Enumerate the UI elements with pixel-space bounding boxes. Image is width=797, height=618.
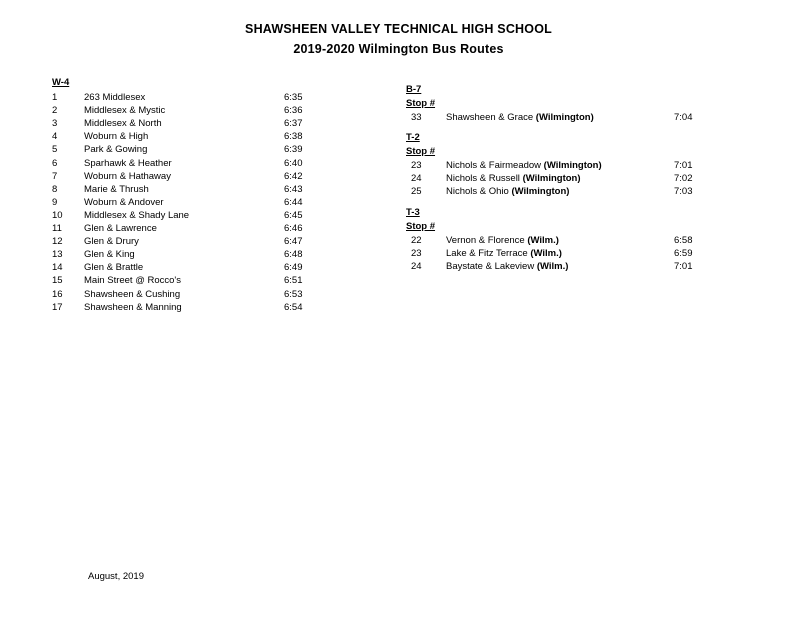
stop-name: Middlesex & North	[84, 118, 162, 130]
stop-time: 6:39	[284, 144, 303, 156]
stop-number: 23	[411, 160, 422, 172]
stop-number: 5	[52, 144, 58, 156]
stop-name-text: Vernon & Florence	[446, 235, 528, 247]
table-row	[52, 235, 372, 248]
table-row	[406, 159, 766, 172]
stop-time: 6:42	[284, 170, 303, 182]
table-row	[406, 111, 766, 124]
stop-time: 7:01	[674, 160, 693, 172]
stop-name	[446, 159, 602, 172]
route-block-t2	[406, 131, 766, 198]
stop-number: 3	[52, 118, 58, 130]
stop-number: 25	[411, 186, 422, 198]
stop-name: Woburn & Hathaway	[84, 170, 171, 182]
stop-number: 6	[52, 157, 58, 169]
table-row	[52, 288, 372, 301]
route-block-w4	[52, 76, 372, 314]
route-title-t2: T-2	[406, 132, 420, 143]
route-title-w4: W-4	[52, 77, 70, 88]
stop-number: 15	[52, 275, 63, 287]
stop-number: 24	[411, 173, 422, 185]
stop-town: (Wilmington)	[535, 112, 594, 124]
stop-time: 6:53	[284, 288, 303, 300]
stop-time: 7:03	[674, 186, 693, 198]
stop-time: 6:43	[284, 183, 303, 195]
stop-time: 6:36	[284, 105, 303, 117]
stop-number-heading: Stop #	[406, 221, 436, 233]
stop-number: 10	[52, 209, 63, 221]
table-row	[52, 209, 372, 222]
stop-name: Sparhawk & Heather	[84, 157, 172, 169]
stop-number-heading: Stop #	[406, 146, 436, 158]
table-row	[406, 260, 766, 273]
stop-time: 6:51	[284, 275, 303, 287]
stop-number: 14	[52, 262, 63, 274]
table-row	[52, 117, 372, 130]
table-row	[406, 247, 766, 260]
stop-number: 16	[52, 288, 63, 300]
stop-number: 22	[411, 235, 422, 247]
stop-number: 9	[52, 196, 58, 208]
table-row	[406, 234, 766, 247]
stop-list-t3	[406, 234, 766, 273]
stop-name: Woburn & High	[84, 131, 149, 143]
stop-time: 6:48	[284, 249, 303, 261]
table-row	[52, 196, 372, 209]
route-title-t3: T-3	[406, 207, 420, 218]
stop-number: 33	[411, 112, 422, 124]
table-row	[52, 143, 372, 156]
stop-number: 17	[52, 301, 63, 313]
document-header	[0, 20, 797, 58]
stop-name-text: Nichols & Fairmeadow	[446, 160, 544, 172]
stop-name-text: Nichols & Ohio	[446, 186, 512, 198]
table-row	[52, 104, 372, 117]
route-block-b7	[406, 83, 766, 124]
stop-name: Shawsheen & Manning	[84, 301, 182, 313]
document-date: August, 2019	[88, 571, 144, 582]
stop-list-w4	[52, 91, 372, 314]
table-row	[52, 183, 372, 196]
document-subtitle: 2019-2020 Wilmington Bus Routes	[293, 42, 504, 56]
stop-name: Park & Gowing	[84, 144, 148, 156]
stop-list-t2	[406, 159, 766, 198]
stop-town: (Wilmington)	[543, 160, 602, 172]
stop-number: 1	[52, 92, 58, 104]
route-block-t3	[406, 206, 766, 273]
stop-number: 7	[52, 170, 58, 182]
stop-number: 13	[52, 249, 63, 261]
stop-time: 6:46	[284, 223, 303, 235]
stop-number: 2	[52, 105, 58, 117]
stop-time: 6:35	[284, 92, 303, 104]
stop-town: (Wilm.)	[530, 248, 562, 260]
stop-town: (Wilm.)	[527, 235, 559, 247]
stop-number: 12	[52, 236, 63, 248]
table-row	[406, 185, 766, 198]
stop-time: 6:49	[284, 262, 303, 274]
stop-name	[446, 247, 562, 260]
stop-name: Middlesex & Shady Lane	[84, 209, 190, 221]
stop-name-text: Lake & Fitz Terrace	[446, 248, 531, 260]
stop-name: 263 Middlesex	[84, 92, 146, 104]
stop-name: Glen & Brattle	[84, 262, 144, 274]
stop-name	[446, 185, 569, 198]
stop-number-heading: Stop #	[406, 98, 436, 110]
stop-time: 7:01	[674, 261, 693, 273]
stop-name	[446, 111, 594, 124]
stop-number: 23	[411, 248, 422, 260]
stop-name: Glen & King	[84, 249, 135, 261]
table-row	[52, 222, 372, 235]
stop-name: Middlesex & Mystic	[84, 105, 166, 117]
stop-name-text: Shawsheen & Grace	[446, 112, 536, 124]
stop-number: 8	[52, 183, 58, 195]
stop-name: Woburn & Andover	[84, 196, 164, 208]
stop-time: 6:37	[284, 118, 303, 130]
stop-number: 11	[52, 223, 62, 235]
stop-number: 24	[411, 261, 422, 273]
school-name: SHAWSHEEN VALLEY TECHNICAL HIGH SCHOOL	[245, 22, 552, 36]
stop-time: 6:47	[284, 236, 303, 248]
stop-name-text: Nichols & Russell	[446, 173, 523, 185]
stop-time: 6:38	[284, 131, 303, 143]
stop-name	[446, 234, 559, 247]
stop-name: Glen & Lawrence	[84, 223, 157, 235]
table-row	[52, 248, 372, 261]
table-row	[52, 157, 372, 170]
stop-time: 6:45	[284, 209, 303, 221]
table-row	[52, 130, 372, 143]
stop-town: (Wilmington)	[511, 186, 570, 198]
stop-time: 6:54	[284, 301, 303, 313]
table-row	[52, 274, 372, 287]
stop-name	[446, 260, 568, 273]
stop-time: 6:59	[674, 248, 693, 260]
stop-number: 4	[52, 131, 58, 143]
stop-town: (Wilmington)	[522, 173, 581, 185]
stop-name: Main Street @ Rocco's	[84, 275, 181, 287]
stop-time: 7:04	[674, 112, 693, 124]
table-row	[406, 172, 766, 185]
stop-list-b7	[406, 111, 766, 124]
stop-time: 7:02	[674, 173, 693, 185]
route-title-b7: B-7	[406, 84, 422, 95]
stop-name	[446, 172, 581, 185]
stop-time: 6:40	[284, 157, 303, 169]
table-row	[52, 301, 372, 314]
table-row	[52, 91, 372, 104]
stop-time: 6:58	[674, 235, 693, 247]
stop-name: Glen & Drury	[84, 236, 139, 248]
stop-name: Shawsheen & Cushing	[84, 288, 181, 300]
stop-name-text: Baystate & Lakeview	[446, 261, 537, 273]
table-row	[52, 170, 372, 183]
table-row	[52, 261, 372, 274]
stop-name: Marie & Thrush	[84, 183, 149, 195]
stop-town: (Wilm.)	[536, 261, 569, 273]
stop-time: 6:44	[284, 196, 303, 208]
